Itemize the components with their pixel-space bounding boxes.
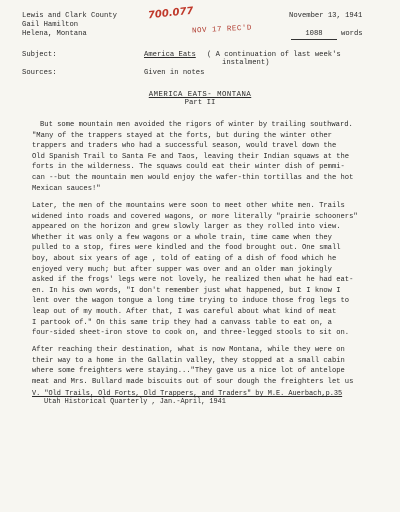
- text-line: boy, about six years of age , told of eating of a dish of food which he: [32, 254, 337, 263]
- text-line: appeared on the horizon and grew slowly larger as they rolled into view.: [32, 223, 341, 232]
- author-line: Gail Hamilton: [22, 21, 79, 29]
- text-line: leap out of my mouth. After that, I was careful about what kind of meat: [32, 307, 337, 316]
- text-line: Old Spanish Trail to Santa Fe and Taos, leaving their Indian squaws at the: [32, 152, 350, 161]
- text-line: four-sided sheet-iron stove to cook on, and three-legged stools to sit on.: [32, 329, 350, 338]
- document-part: [0, 99, 400, 107]
- text-line: where some freighters were staying..."They gave us a nice lot of antelope: [32, 367, 345, 376]
- title-line: AMERICA EATS- MONTANA: [148, 91, 252, 99]
- text-line: pulled to a stop, fires were kindled and the food brought out. One small: [32, 244, 341, 253]
- paragraph-3: [32, 345, 384, 387]
- archive-number-stamp: 700.077: [147, 5, 194, 22]
- words-label: words: [341, 30, 363, 38]
- text-line: their way to a home in the Gallatin valley, they stopped at a small cabin: [32, 356, 345, 365]
- text-line: But some mountain men avoided the rigors of winter by trailing southward.: [40, 121, 353, 129]
- text-line: "Many of the trappers stayed at the forts, but during the winter other: [32, 131, 332, 140]
- paragraph-1: [32, 120, 384, 194]
- text-line: en. In his own words, "I don't remember just what happened, but I know I: [32, 286, 341, 295]
- text-line: asked if the frogs' legs were not lovely, he realized then what he had eat-: [32, 276, 354, 285]
- subject-label: Subject:: [22, 51, 57, 59]
- text-line: Whether it was only a few wagons or a whole train, time came when they: [32, 233, 332, 242]
- document-date: November 13, 1941: [289, 12, 363, 20]
- text-line: widened into roads and covered wagons, or more literally "prairie schooners": [32, 212, 358, 221]
- text-line: can --but the mountain men would enjoy the wafer-thin tortillas and the hot: [32, 173, 354, 182]
- text-line: lent over the wagon tongue a long time trying to induce those frog legs to: [32, 297, 350, 306]
- text-line: After reaching their destination, what is now Montana, while they were on: [32, 346, 345, 354]
- document-title: [0, 91, 400, 99]
- text-line: enjoyed very much; but after supper was over and an older man jokingly: [32, 265, 332, 274]
- sources-value: Given in notes: [144, 69, 205, 77]
- county-line: Lewis and Clark County: [22, 12, 117, 20]
- paragraph-2: [32, 201, 384, 339]
- received-date-stamp: NOV 17 REC'D: [191, 24, 253, 36]
- text-line: forts in the wilderness. The squaws could eat their winter dish of pemmi-: [32, 163, 345, 172]
- sources-label: Sources:: [22, 69, 57, 77]
- text-line: I partook of." On this same trip they had a canvass table to eat on, a: [32, 318, 332, 327]
- footnote-line-1: V. "Old Trails, Old Forts, Old Trappers, and Traders" by M.E. Auerbach,p.35: [32, 390, 343, 398]
- text-line: meat and Mrs. Bullard made biscuits out of sour dough the freighters let us: [32, 377, 354, 386]
- city-line: Helena, Montana: [22, 30, 87, 38]
- footnote-line-2: Utah Historical Quarterly , Jan.-April, 1941: [44, 398, 226, 406]
- text-line: Later, the men of the mountains were soon to meet other white men. Trails: [32, 202, 345, 210]
- subject-note-cont: instalment): [222, 59, 270, 67]
- subject-value: America Eats: [144, 51, 196, 59]
- part-line: Part II: [184, 99, 216, 107]
- text-line: Mexican sauces!": [32, 184, 101, 193]
- subject-note: ( A continuation of last week's: [207, 51, 341, 59]
- text-line: trappers and traders who had a successful season, would travel down the: [32, 142, 337, 151]
- word-count: 1088: [291, 30, 337, 40]
